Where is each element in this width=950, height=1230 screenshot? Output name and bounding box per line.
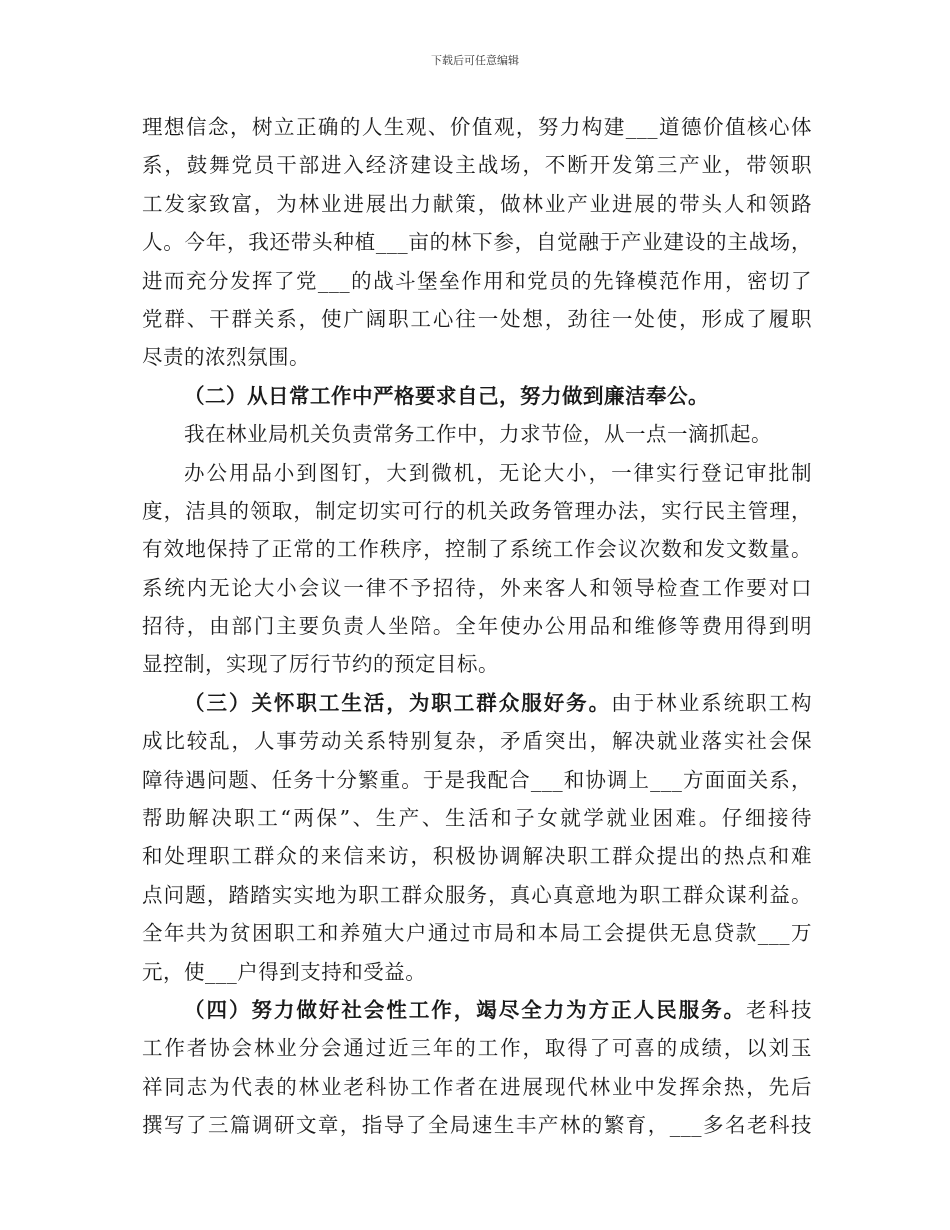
text-line [142, 530, 812, 568]
text-line [142, 146, 812, 184]
text-line [142, 108, 812, 146]
text-line [142, 1106, 812, 1144]
line-text: 工发家致富，为林业进展出力献策，做林业产业进展的带头人和领路 [142, 191, 812, 216]
line-text: 系统内无论大小会议一律不予招待，外来客人和领导检查工作要对口 [142, 575, 812, 600]
line-text: 撰写了三篇调研文章，指导了全局速生丰产林的繁育，___多名老科技 [142, 1113, 812, 1138]
line-text: 全年共为贫困职工和养殖大户通过市局和本局工会提供无息贷款___万 [142, 921, 812, 946]
text-line [142, 1029, 812, 1067]
line-text: 招待，由部门主要负责人坐陪。全年使办公用品和维修等费用得到明 [142, 614, 812, 639]
text-line [142, 300, 812, 338]
line-text: 工作者协会林业分会通过近三年的工作，取得了可喜的成绩，以刘玉 [142, 1036, 812, 1061]
line-text: 祥同志为代表的林业老科协工作者在进展现代林业中发挥余热，先后 [142, 1074, 812, 1099]
text-line [142, 223, 812, 261]
line-text: 由于林业系统职工构 [611, 690, 812, 715]
line-text: 成比较乱，人事劳动关系特别复杂，矛盾突出，解决就业落实社会保 [142, 729, 812, 754]
line-text: 理想信念，树立正确的人生观、价值观，努力构建___道德价值核心体 [142, 115, 812, 139]
text-line [142, 262, 812, 300]
text-line [142, 454, 812, 492]
text-line [142, 876, 812, 914]
text-line [142, 338, 812, 376]
line-text: 党群、干群关系，使广阔职工心往一处想，劲往一处使，形成了履职 [142, 306, 812, 331]
line-text: 点问题，踏踏实实地为职工群众服务，真心真意地为职工群众谋利益。 [142, 882, 812, 907]
text-line [142, 722, 812, 760]
text-line [142, 185, 812, 223]
page-header: 下载后可任意编辑 [431, 54, 519, 67]
line-text: 障待遇问题、任务十分繁重。于是我配合___和协调上___方面面关系， [142, 767, 812, 792]
line-text: 我在林业局机关负责常务工作中，力求节俭，从一点一滴抓起。 [184, 422, 772, 447]
text-line [142, 761, 812, 799]
line-text: 和处理职工群众的来信来访，积极协调解决职工群众提出的热点和难 [142, 844, 812, 869]
text-line [142, 569, 812, 607]
line-text: 系，鼓舞党员干部进入经济建设主战场，不断开发第三产业，带领职 [142, 153, 812, 178]
line-text: 显控制，实现了厉行节约的预定目标。 [142, 652, 499, 677]
section-heading-line [142, 377, 812, 415]
section-heading-line [142, 991, 812, 1029]
line-text: 尽责的浓烈氛围。 [142, 345, 310, 370]
text-line [142, 492, 812, 530]
text-line [142, 837, 812, 875]
text-line [142, 1068, 812, 1106]
section-heading: （三）关怀职工生活，为职工群众服好务。 [184, 690, 612, 715]
body-text [142, 108, 812, 1145]
section-heading-line [142, 684, 812, 722]
text-line [142, 799, 812, 837]
text-line [142, 645, 812, 683]
line-text: 老科技 [746, 997, 812, 1022]
line-text: 度，洁具的领取，制定切实可行的机关政务管理办法，实行民主管理， [142, 498, 812, 523]
text-line [142, 415, 812, 453]
line-text: 办公用品小到图钉，大到微机，无论大小，一律实行登记审批制 [184, 460, 812, 485]
line-text: 有效地保持了正常的工作秩序，控制了系统工作会议次数和发文数量。 [142, 537, 812, 562]
text-line [142, 607, 812, 645]
text-line [142, 953, 812, 991]
line-text: 帮助解决职工“两保”、生产、生活和子女就学就业困难。仔细接待 [142, 806, 812, 831]
line-text: 人。今年，我还带头种植___亩的林下参，自觉融于产业建设的主战场， [142, 230, 812, 255]
line-text: 元，使___户得到支持和受益。 [142, 959, 427, 984]
text-line [142, 914, 812, 952]
line-text: 进而充分发挥了党___的战斗堡垒作用和党员的先锋模范作用，密切了 [142, 268, 812, 293]
section-heading: （四）努力做好社会性工作，竭尽全力为方正人民服务。 [184, 997, 747, 1022]
section-heading: （二）从日常工作中严格要求自己，努力做到廉洁奉公。 [184, 383, 709, 408]
